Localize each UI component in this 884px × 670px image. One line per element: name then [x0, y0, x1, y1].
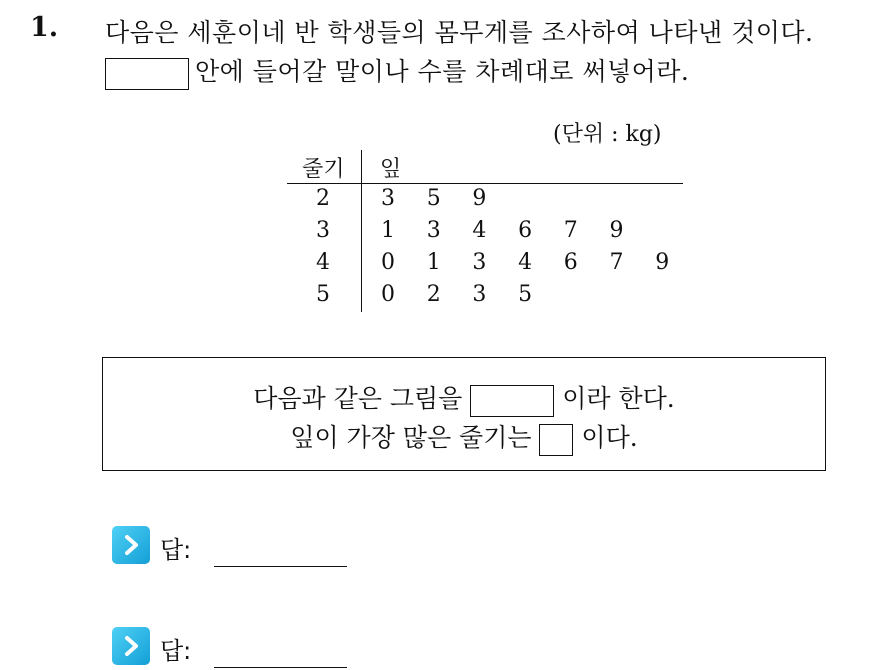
unit-label: (단위 : kg)	[553, 122, 662, 147]
answer-input-line[interactable]	[214, 667, 347, 668]
statement-line2-text: 잎이 가장 많은 줄기는	[290, 423, 532, 452]
statement-line2-suffix: 이다.	[581, 423, 638, 452]
leaf-header: 잎	[380, 157, 402, 182]
statement-line1-text: 다음과 같은 그림을	[253, 384, 463, 413]
leaf-value: 6	[563, 250, 578, 275]
table-divider	[361, 150, 362, 312]
leaf-value: 7	[609, 250, 624, 275]
blank-box	[470, 385, 554, 417]
leaf-value: 9	[472, 186, 487, 211]
leaf-value: 7	[563, 218, 578, 243]
leaf-value: 5	[426, 186, 441, 211]
statement-line1-suffix: 이라 한다.	[562, 384, 675, 413]
leaf-value: 5	[518, 282, 533, 307]
leaf-value: 4	[472, 218, 487, 243]
question-number: 1.	[30, 12, 59, 43]
leaf-value: 4	[518, 250, 533, 275]
answer-input-line[interactable]	[214, 566, 347, 567]
leaf-value: 3	[472, 250, 487, 275]
statement-line1	[103, 379, 825, 417]
chevron-right-icon	[112, 627, 150, 665]
leaf-value: 0	[381, 282, 395, 307]
leaf-value: 6	[518, 218, 533, 243]
stem-value: 2	[316, 186, 330, 211]
table-header-rule	[287, 183, 683, 184]
stem-header: 줄기	[302, 157, 345, 182]
leaf-value: 9	[609, 218, 624, 243]
leaf-value: 1	[426, 250, 441, 275]
statement-box	[102, 357, 826, 471]
stem-value: 4	[316, 250, 330, 275]
question-text-line2: 안에 들어갈 말이나 수를 차례대로 써넣어라.	[195, 57, 690, 86]
stem-value: 5	[316, 282, 330, 307]
chevron-right-icon	[112, 526, 150, 564]
answer-label: 답:	[160, 536, 192, 564]
blank-box	[539, 424, 573, 456]
leaf-value: 0	[381, 250, 395, 275]
question-text-line1: 다음은 세훈이네 반 학생들의 몸무게를 조사하여 나타낸 것이다.	[105, 18, 814, 47]
answer-label: 답:	[160, 637, 192, 665]
leaf-value: 3	[381, 186, 395, 211]
stem-value: 3	[316, 218, 330, 243]
leaf-value: 3	[472, 282, 487, 307]
question-text-line2-container	[105, 52, 689, 90]
leaf-value: 2	[426, 282, 441, 307]
statement-line2	[103, 418, 825, 456]
leaf-value: 9	[655, 250, 670, 275]
leaf-value: 1	[381, 218, 395, 243]
leaf-value: 3	[426, 218, 441, 243]
blank-box	[105, 58, 189, 90]
